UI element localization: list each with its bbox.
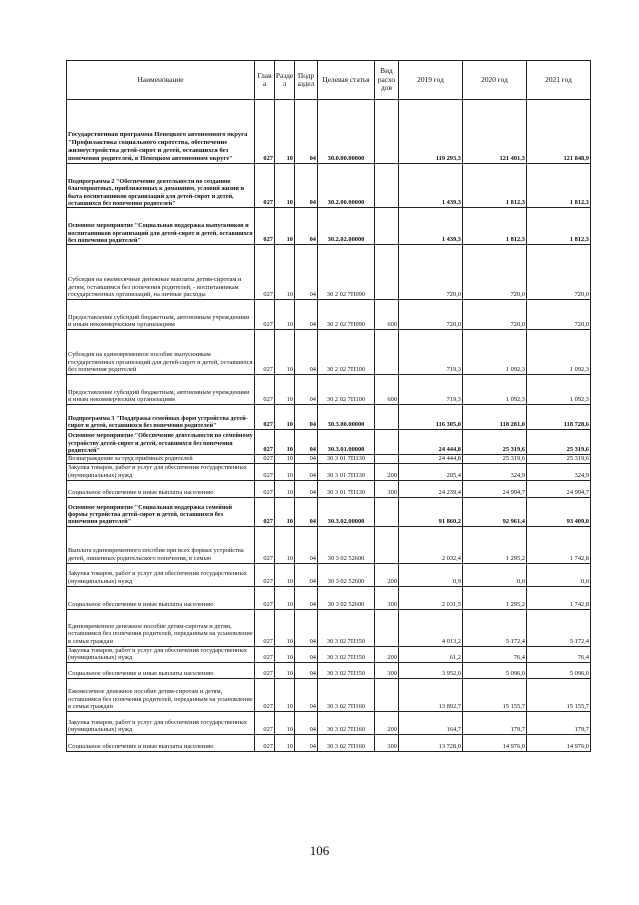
cell-section: 10	[275, 526, 295, 563]
cell-amount-2020: 0,0	[463, 563, 527, 586]
cell-amount-2020: 25 319,6	[463, 430, 527, 455]
cell-amount-2020: 1 812,3	[463, 164, 527, 208]
cell-amount-2021: 720,0	[527, 245, 591, 300]
cell-amount-2020: 24 994,7	[463, 480, 527, 497]
table-row	[67, 430, 591, 455]
cell-amount-2020: 5 096,0	[463, 662, 527, 678]
cell-amount-2019: 24 239,4	[399, 480, 463, 497]
cell-target-article: 30 3 02 7П150	[318, 662, 375, 678]
cell-amount-2019: 3 952,0	[399, 662, 463, 678]
cell-amount-2020: 720,0	[463, 300, 527, 330]
cell-amount-2020: 118 281,0	[463, 405, 527, 430]
cell-expense-type	[375, 609, 399, 646]
cell-amount-2020: 121 401,3	[463, 100, 527, 164]
cell-chapter: 027	[255, 678, 275, 711]
table-row	[67, 678, 591, 711]
cell-chapter: 027	[255, 734, 275, 751]
table-row	[67, 455, 591, 464]
cell-amount-2020: 1 295,2	[463, 586, 527, 609]
cell-subsection: 04	[295, 463, 318, 480]
cell-amount-2020: 324,9	[463, 463, 527, 480]
cell-chapter: 027	[255, 463, 275, 480]
table-row	[67, 662, 591, 678]
cell-chapter: 027	[255, 208, 275, 245]
cell-subsection: 04	[295, 330, 318, 375]
cell-amount-2019: 719,3	[399, 330, 463, 375]
cell-expense-type	[375, 208, 399, 245]
cell-subsection: 04	[295, 455, 318, 464]
table-row	[67, 526, 591, 563]
cell-section: 10	[275, 480, 295, 497]
cell-amount-2019: 719,3	[399, 375, 463, 405]
cell-name: Государственная программа Ненецкого автономного округа "Профилактика социального сиротства, обеспечение жизнеустройства детей-сирот и детей, оставшихся без попечения родителей, в Ненецком автономном округе"	[67, 100, 255, 164]
cell-name: Социальное обеспечение и иные выплаты населению	[67, 480, 255, 497]
cell-chapter: 027	[255, 100, 275, 164]
cell-target-article: 30 2 02 7П100	[318, 375, 375, 405]
cell-amount-2019: 1 439,3	[399, 164, 463, 208]
cell-target-article: 30.0.00.00000	[318, 100, 375, 164]
table-row	[67, 646, 591, 662]
cell-section: 10	[275, 375, 295, 405]
cell-name: Ежемесячное денежное пособие детям-сиротам и детям, оставшимся без попечения родителей, переданным на усыновление в семьи граждан	[67, 678, 255, 711]
cell-name: Выплата единовременного пособия при всех формах устройства детей, лишенных родительского попечения, в семью	[67, 526, 255, 563]
table-row	[67, 375, 591, 405]
cell-target-article: 30.2.02.00000	[318, 208, 375, 245]
cell-chapter: 027	[255, 375, 275, 405]
table-row	[67, 164, 591, 208]
cell-amount-2019: 116 305,0	[399, 405, 463, 430]
cell-name: Предоставление субсидий бюджетным, автономным учреждениям и иным некоммерческим организациям	[67, 300, 255, 330]
cell-chapter: 027	[255, 455, 275, 464]
table-row	[67, 405, 591, 430]
header-chapter: Глав а	[255, 61, 275, 100]
header-year-2021: 2021 год	[527, 61, 591, 100]
cell-amount-2021: 25 319,6	[527, 455, 591, 464]
cell-chapter: 027	[255, 526, 275, 563]
cell-amount-2021: 1 092,3	[527, 375, 591, 405]
cell-target-article: 30.3.01.00000	[318, 430, 375, 455]
cell-chapter: 027	[255, 497, 275, 526]
cell-expense-type: 300	[375, 734, 399, 751]
cell-amount-2019: 24 444,8	[399, 455, 463, 464]
cell-section: 10	[275, 678, 295, 711]
cell-amount-2021: 93 409,0	[527, 497, 591, 526]
cell-expense-type: 200	[375, 646, 399, 662]
table-row	[67, 245, 591, 300]
table-row	[67, 734, 591, 751]
cell-expense-type: 600	[375, 300, 399, 330]
table-row	[67, 563, 591, 586]
cell-subsection: 04	[295, 100, 318, 164]
cell-subsection: 04	[295, 563, 318, 586]
header-target-article: Целевая статья	[318, 61, 375, 100]
table-header-row	[67, 61, 591, 100]
cell-subsection: 04	[295, 662, 318, 678]
cell-expense-type	[375, 526, 399, 563]
cell-name: Подпрограмма 2 "Обеспечение деятельности по созданию благоприятных, приближенных к домашним, условий жизни и быта воспитанников организаций для детей-сирот и детей, оставшихся без попечения родителей"	[67, 164, 255, 208]
cell-chapter: 027	[255, 330, 275, 375]
cell-amount-2021: 24 994,7	[527, 480, 591, 497]
cell-amount-2021: 25 319,6	[527, 430, 591, 455]
cell-section: 10	[275, 497, 295, 526]
table-row	[67, 100, 591, 164]
table-row	[67, 208, 591, 245]
cell-subsection: 04	[295, 646, 318, 662]
cell-amount-2019: 91 860,2	[399, 497, 463, 526]
table-row	[67, 609, 591, 646]
cell-subsection: 04	[295, 734, 318, 751]
cell-name: Субсидия на единовременное пособие выпускникам государственных организаций для детей-сирот и детей, оставшихся без попечения родителей	[67, 330, 255, 375]
cell-expense-type	[375, 330, 399, 375]
cell-amount-2019: 24 444,8	[399, 430, 463, 455]
cell-target-article: 30 3 02 7П160	[318, 678, 375, 711]
table-row	[67, 497, 591, 526]
cell-target-article: 30 2 02 7П090	[318, 245, 375, 300]
cell-amount-2021: 76,4	[527, 646, 591, 662]
cell-chapter: 027	[255, 405, 275, 430]
cell-amount-2019: 0,9	[399, 563, 463, 586]
header-year-2020: 2020 год	[463, 61, 527, 100]
cell-target-article: 30 3 01 7П130	[318, 455, 375, 464]
cell-section: 10	[275, 734, 295, 751]
cell-name: Подпрограмма 3 "Поддержка семейных форм устройства детей-сирот и детей, оставшихся без попечения родителей"	[67, 405, 255, 430]
cell-expense-type: 300	[375, 662, 399, 678]
cell-amount-2020: 720,0	[463, 245, 527, 300]
cell-target-article: 30 3 01 7П130	[318, 480, 375, 497]
cell-amount-2021: 179,7	[527, 711, 591, 734]
cell-target-article: 30 3 01 7П130	[318, 463, 375, 480]
cell-name: Закупка товаров, работ и услуг для обеспечения государственных (муниципальных) нужд	[67, 711, 255, 734]
cell-subsection: 04	[295, 300, 318, 330]
cell-target-article: 30 3 02 7П160	[318, 711, 375, 734]
cell-amount-2020: 25 319,6	[463, 455, 527, 464]
cell-expense-type: 200	[375, 463, 399, 480]
cell-amount-2021: 324,9	[527, 463, 591, 480]
cell-section: 10	[275, 563, 295, 586]
cell-target-article: 30.3.00.00000	[318, 405, 375, 430]
cell-amount-2021: 15 155,7	[527, 678, 591, 711]
header-section: Разде л	[275, 61, 295, 100]
cell-section: 10	[275, 300, 295, 330]
cell-amount-2020: 5 172,4	[463, 609, 527, 646]
cell-section: 10	[275, 463, 295, 480]
cell-chapter: 027	[255, 300, 275, 330]
page-number: 106	[309, 843, 330, 858]
cell-amount-2019: 13 728,0	[399, 734, 463, 751]
cell-name: Вознаграждение за труд приёмных родителей	[67, 455, 255, 464]
header-expense-type: Вид расхо дов	[375, 61, 399, 100]
cell-expense-type	[375, 405, 399, 430]
cell-section: 10	[275, 646, 295, 662]
cell-target-article: 30 3 02 52600	[318, 586, 375, 609]
cell-amount-2020: 1 812,3	[463, 208, 527, 245]
cell-amount-2019: 4 013,2	[399, 609, 463, 646]
cell-amount-2021: 5 172,4	[527, 609, 591, 646]
cell-name: Предоставление субсидий бюджетным, автономным учреждениям и иным некоммерческим организациям	[67, 375, 255, 405]
cell-amount-2020: 14 976,0	[463, 734, 527, 751]
header-year-2019: 2019 год	[399, 61, 463, 100]
cell-target-article: 30 3 02 52600	[318, 563, 375, 586]
budget-table	[66, 60, 591, 752]
table-body	[67, 100, 591, 752]
cell-subsection: 04	[295, 678, 318, 711]
cell-expense-type: 300	[375, 480, 399, 497]
cell-amount-2019: 205,4	[399, 463, 463, 480]
cell-amount-2020: 1 092,3	[463, 330, 527, 375]
cell-amount-2019: 13 892,7	[399, 678, 463, 711]
cell-expense-type: 200	[375, 563, 399, 586]
cell-amount-2019: 1 439,3	[399, 208, 463, 245]
cell-section: 10	[275, 100, 295, 164]
table-row	[67, 711, 591, 734]
cell-expense-type	[375, 678, 399, 711]
cell-chapter: 027	[255, 430, 275, 455]
cell-target-article: 30.3.02.00000	[318, 497, 375, 526]
cell-name: Субсидия на ежемесячные денежные выплаты детям-сиротам и детям, оставшимся без попечения родителей, - воспитанникам государственных организаций, на личные расходы	[67, 245, 255, 300]
cell-name: Единовременное денежное пособие детям-сиротам и детям, оставшимся без попечения родителей, переданным на усыновление в семьи граждан	[67, 609, 255, 646]
cell-amount-2020: 179,7	[463, 711, 527, 734]
cell-name: Социальное обеспечение и иные выплаты населению	[67, 586, 255, 609]
cell-amount-2021: 5 096,0	[527, 662, 591, 678]
cell-subsection: 04	[295, 405, 318, 430]
cell-subsection: 04	[295, 480, 318, 497]
cell-chapter: 027	[255, 245, 275, 300]
header-subsection: Подр аздел	[295, 61, 318, 100]
cell-expense-type	[375, 497, 399, 526]
cell-chapter: 027	[255, 563, 275, 586]
cell-section: 10	[275, 455, 295, 464]
cell-subsection: 04	[295, 245, 318, 300]
cell-amount-2021: 720,0	[527, 300, 591, 330]
cell-section: 10	[275, 330, 295, 375]
cell-amount-2021: 121 848,9	[527, 100, 591, 164]
cell-amount-2020: 92 961,4	[463, 497, 527, 526]
cell-amount-2021: 14 976,0	[527, 734, 591, 751]
cell-expense-type: 200	[375, 711, 399, 734]
cell-name: Закупка товаров, работ и услуг для обеспечения государственных (муниципальных) нужд	[67, 463, 255, 480]
cell-amount-2020: 1 295,2	[463, 526, 527, 563]
cell-amount-2019: 61,2	[399, 646, 463, 662]
cell-expense-type	[375, 245, 399, 300]
cell-name: Закупка товаров, работ и услуг для обеспечения государственных (муниципальных) нужд	[67, 563, 255, 586]
cell-expense-type	[375, 455, 399, 464]
cell-amount-2021: 118 728,6	[527, 405, 591, 430]
cell-amount-2019: 164,7	[399, 711, 463, 734]
cell-subsection: 04	[295, 711, 318, 734]
cell-section: 10	[275, 405, 295, 430]
cell-subsection: 04	[295, 208, 318, 245]
cell-subsection: 04	[295, 164, 318, 208]
cell-target-article: 30 3 02 52600	[318, 526, 375, 563]
table-row	[67, 330, 591, 375]
cell-subsection: 04	[295, 497, 318, 526]
cell-chapter: 027	[255, 646, 275, 662]
cell-amount-2019: 119 293,3	[399, 100, 463, 164]
cell-amount-2019: 2 031,5	[399, 586, 463, 609]
cell-amount-2021: 1 742,8	[527, 526, 591, 563]
cell-expense-type	[375, 100, 399, 164]
cell-subsection: 04	[295, 375, 318, 405]
cell-name: Социальное обеспечение и иные выплаты населению	[67, 662, 255, 678]
cell-amount-2019: 720,0	[399, 245, 463, 300]
cell-target-article: 30 3 02 7П150	[318, 646, 375, 662]
cell-name: Социальное обеспечение и иные выплаты населению	[67, 734, 255, 751]
cell-section: 10	[275, 245, 295, 300]
cell-chapter: 027	[255, 164, 275, 208]
cell-amount-2021: 1 092,3	[527, 330, 591, 375]
cell-expense-type	[375, 164, 399, 208]
cell-section: 10	[275, 609, 295, 646]
cell-target-article: 30 3 02 7П160	[318, 734, 375, 751]
cell-target-article: 30 2 02 7П100	[318, 330, 375, 375]
cell-subsection: 04	[295, 526, 318, 563]
cell-amount-2021: 1 812,3	[527, 208, 591, 245]
cell-expense-type	[375, 430, 399, 455]
cell-amount-2019: 720,0	[399, 300, 463, 330]
table-row	[67, 300, 591, 330]
cell-amount-2020: 1 092,3	[463, 375, 527, 405]
cell-subsection: 04	[295, 609, 318, 646]
cell-chapter: 027	[255, 609, 275, 646]
cell-amount-2021: 1 812,3	[527, 164, 591, 208]
cell-name: Основное мероприятие "Социальная поддержка семейной формы устройства детей-сирот и детей, оставшихся без попечения родителей"	[67, 497, 255, 526]
cell-expense-type: 600	[375, 375, 399, 405]
table-row	[67, 480, 591, 497]
table-row	[67, 463, 591, 480]
cell-section: 10	[275, 662, 295, 678]
cell-amount-2020: 15 155,7	[463, 678, 527, 711]
cell-target-article: 30 2 02 7П090	[318, 300, 375, 330]
cell-section: 10	[275, 164, 295, 208]
cell-name: Основное мероприятие "Социальная поддержка выпускников и воспитанников организаций для детей-сирот и детей, оставшихся без попечения родителей"	[67, 208, 255, 245]
header-name: Наименование	[67, 61, 255, 100]
table-row	[67, 586, 591, 609]
cell-chapter: 027	[255, 480, 275, 497]
cell-subsection: 04	[295, 430, 318, 455]
cell-name: Закупка товаров, работ и услуг для обеспечения государственных (муниципальных) нужд	[67, 646, 255, 662]
cell-amount-2019: 2 032,4	[399, 526, 463, 563]
cell-section: 10	[275, 430, 295, 455]
cell-expense-type: 300	[375, 586, 399, 609]
cell-amount-2021: 1 742,8	[527, 586, 591, 609]
cell-target-article: 30.2.00.00000	[318, 164, 375, 208]
cell-target-article: 30 3 02 7П150	[318, 609, 375, 646]
cell-chapter: 027	[255, 586, 275, 609]
cell-chapter: 027	[255, 711, 275, 734]
cell-section: 10	[275, 208, 295, 245]
cell-chapter: 027	[255, 662, 275, 678]
cell-amount-2021: 0,0	[527, 563, 591, 586]
cell-subsection: 04	[295, 586, 318, 609]
cell-section: 10	[275, 711, 295, 734]
cell-section: 10	[275, 586, 295, 609]
cell-amount-2020: 76,4	[463, 646, 527, 662]
cell-name: Основное мероприятие "Обеспечение деятельности по семейному устройству детей-сирот и детей, оставшихся без попечения родителей"	[67, 430, 255, 455]
